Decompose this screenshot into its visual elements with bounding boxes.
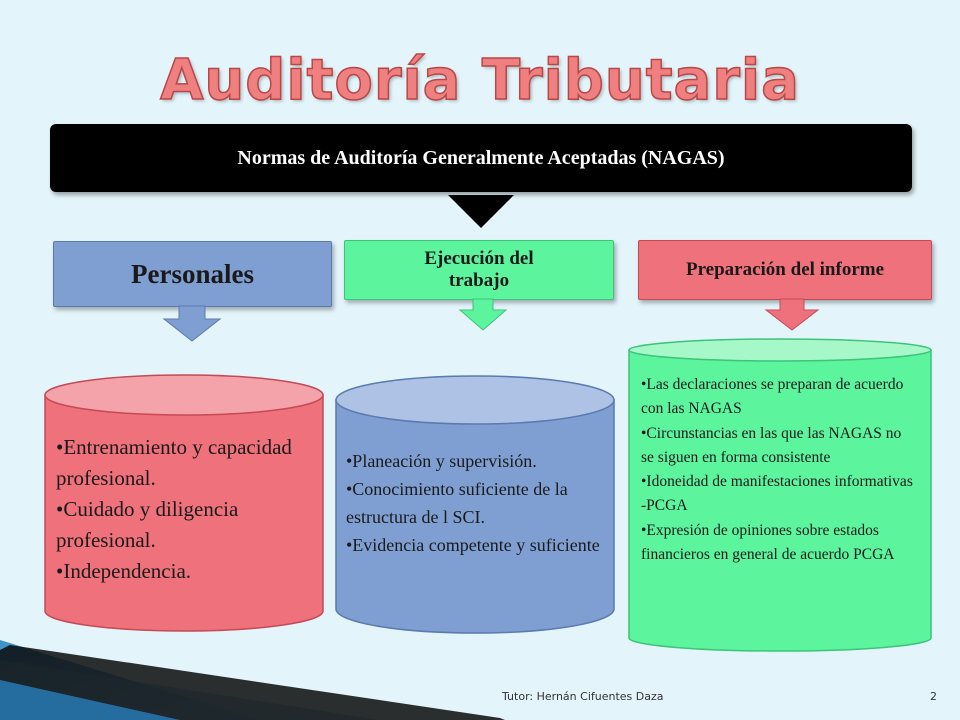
list-item: •Conocimiento suficiente de la estructura de l SCI.: [346, 479, 568, 527]
list-item: •Planeación y supervisión.: [346, 451, 537, 471]
page-number: 2: [930, 690, 937, 703]
list-item: •Expresión de opiniones sobre estados financieros en general de acuerdo PCGA: [641, 521, 895, 564]
down-arrow-icon: [764, 298, 820, 332]
down-arrow-icon: [458, 298, 508, 332]
nagas-banner-text: Normas de Auditoría Generalmente Aceptadas (NAGAS): [237, 146, 725, 169]
preparacion-list: [641, 373, 916, 567]
ejecucion-list: [346, 447, 604, 559]
slide-title: Auditoría Tributaria: [160, 48, 800, 113]
header-personales-label: Personales: [131, 258, 254, 289]
list-item: •Evidencia competente y suficiente: [346, 535, 600, 555]
down-arrow-icon: [162, 305, 222, 343]
list-item: •Cuidado y diligencia profesional.: [56, 497, 239, 552]
footer-tutor: Tutor: Hernán Cifuentes Daza: [502, 690, 664, 703]
list-item: •Circunstancias en las que las NAGAS no se siguen en forma consistente: [641, 424, 902, 466]
header-preparacion-label: Preparación del informe: [685, 259, 885, 280]
header-ejecucion-label: [424, 248, 533, 292]
down-arrow-icon: [446, 190, 516, 230]
header-personales: [53, 241, 332, 307]
list-item: •Entrenamiento y capacidad profesional.: [56, 435, 292, 490]
header-preparacion: [638, 240, 932, 300]
list-item: •Las declaraciones se preparan de acuerdo con las NAGAS: [641, 376, 904, 418]
nagas-banner: [50, 124, 912, 192]
header-ejecucion-line2: trabajo: [448, 270, 510, 291]
list-item: •Idoneidad de manifestaciones informativas -PCGA: [641, 473, 913, 515]
list-item: •Independencia.: [56, 559, 192, 583]
personales-list: [56, 432, 306, 587]
header-ejecucion-line1: Ejecución del: [424, 248, 534, 269]
header-ejecucion: [344, 240, 614, 300]
